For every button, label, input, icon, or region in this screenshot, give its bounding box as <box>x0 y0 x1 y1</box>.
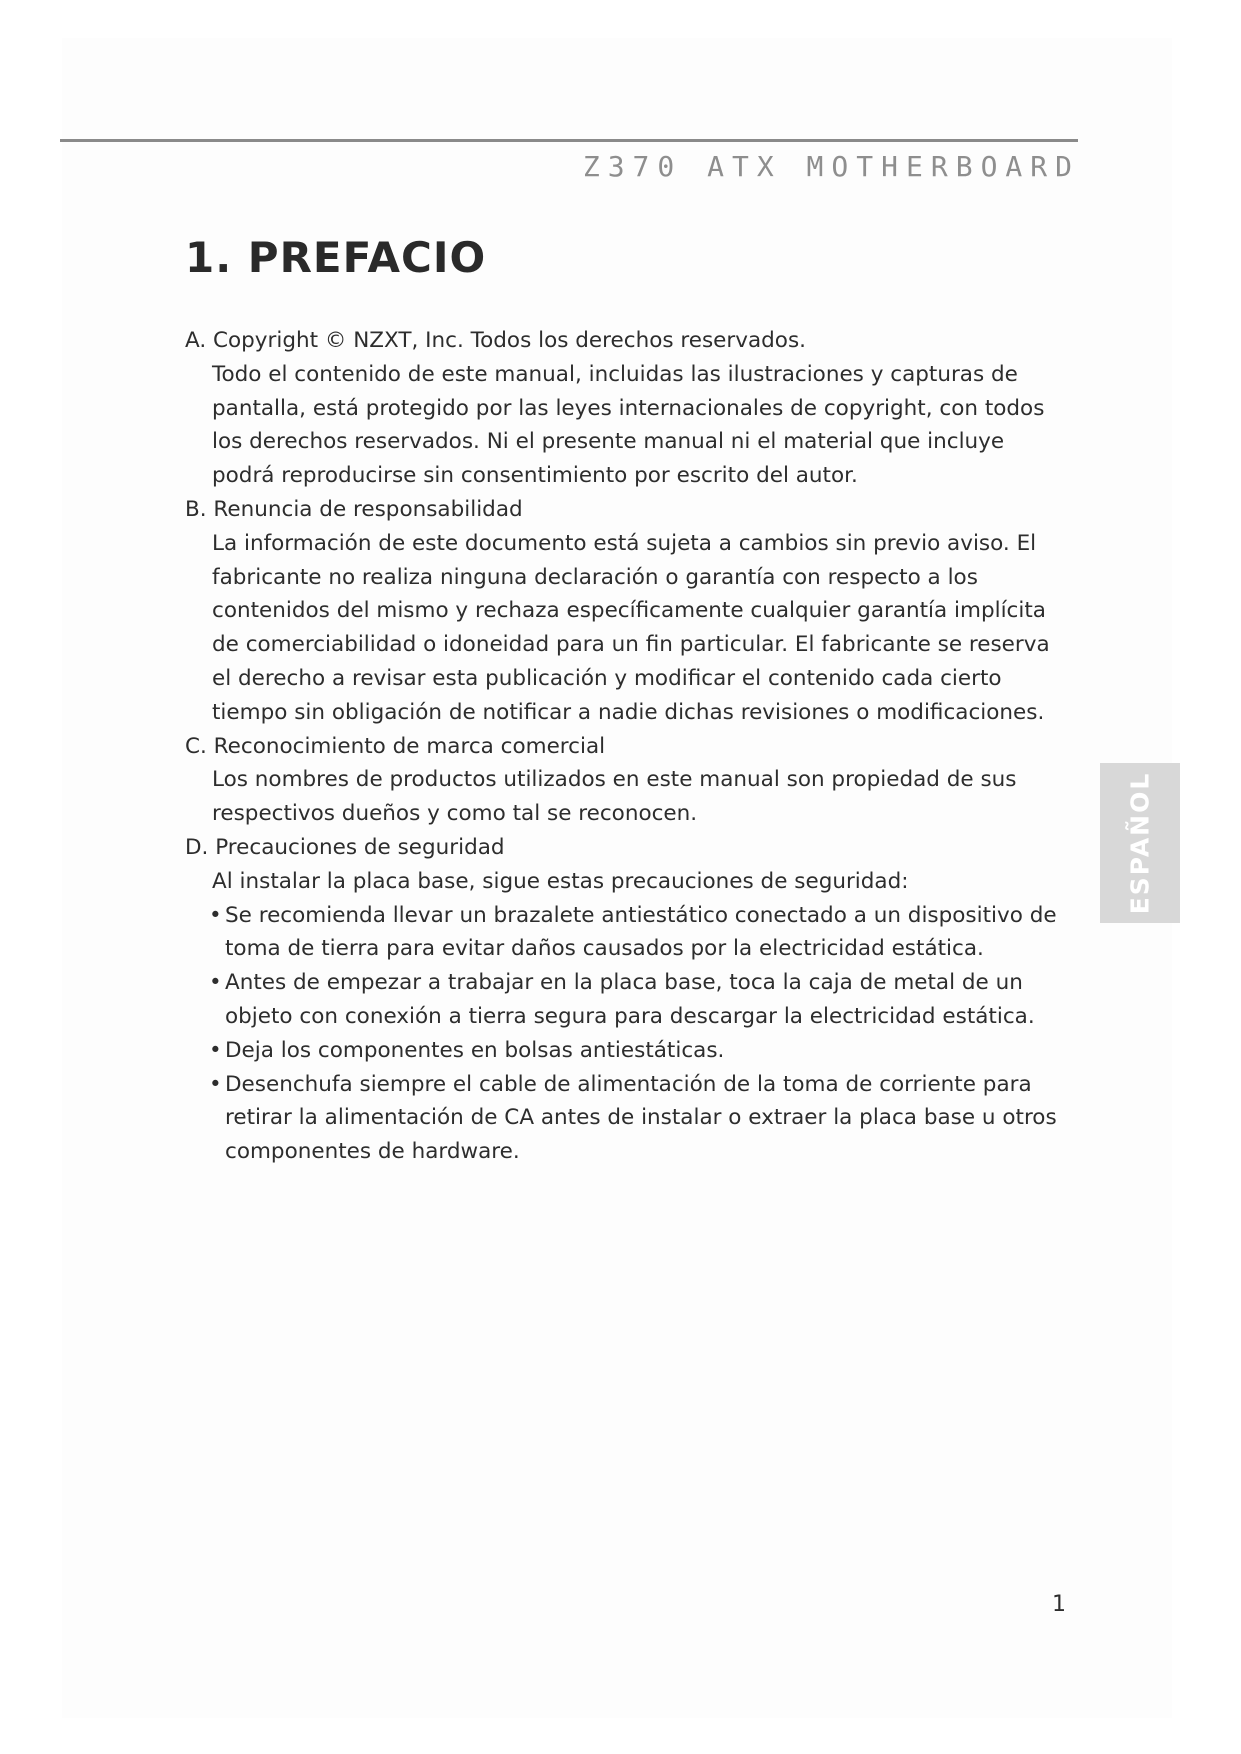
list-item <box>209 899 1065 967</box>
list-item-text: Se recomienda llevar un brazalete antiestático conectado a un dispositivo de toma de tierra para evitar daños causados por la electricidad estática. <box>225 902 1057 962</box>
list-item-text: Desenchufa siempre el cable de alimentación de la toma de corriente para retirar la alimentación de CA antes de instalar o extraer la placa base u otros componentes de hardware. <box>225 1071 1057 1165</box>
page-number: 1 <box>1052 1592 1066 1617</box>
page-title: 1. PREFACIO <box>185 233 487 282</box>
section-heading: B. Renuncia de responsabilidad <box>185 496 523 522</box>
section-heading: C. Reconocimiento de marca comercial <box>185 733 606 759</box>
language-tab-label: ESPAÑOL <box>1125 771 1155 915</box>
section-body: La información de este documento está sujeta a cambios sin previo aviso. El fabricante no realiza ninguna declaración o garantía con respecto a los contenidos del mismo y rechaza específicamente cualquier garantía implícita de comerciabilidad o idoneidad para un fin particular. El fabricante se reserva el derecho a revisar esta publicación y modificar el contenido cada cierto tiempo sin obligación de notificar a nadie dichas revisiones o modificaciones. <box>212 530 1050 725</box>
bullet-icon: • <box>209 1037 222 1063</box>
list-item-text: Antes de empezar a trabajar en la placa base, toca la caja de metal de un objeto con conexión a tierra segura para descargar la electricidad estática. <box>225 970 1035 1029</box>
section-body: Los nombres de productos utilizados en este manual son propiedad de sus respectivos dueños y como tal se reconocen. <box>212 767 1017 827</box>
list-item <box>209 966 1065 1034</box>
bullet-icon: • <box>209 902 222 928</box>
bullet-icon: • <box>209 970 222 996</box>
section-heading: D. Precauciones de seguridad <box>185 834 505 860</box>
bullet-icon: • <box>209 1071 222 1097</box>
list-item <box>209 1068 1065 1169</box>
product-title: Z370 ATX MOTHERBOARD <box>582 150 1080 183</box>
list-item <box>209 1034 1065 1068</box>
header-rule <box>60 139 1078 142</box>
list-item-text: Deja los componentes en bolsas antiestáticas. <box>225 1037 725 1063</box>
section-copyright <box>185 324 1065 493</box>
section-body: Al instalar la placa base, sigue estas precauciones de seguridad: <box>212 868 909 894</box>
section-safety <box>185 831 1065 1169</box>
section-body: Todo el contenido de este manual, incluidas las ilustraciones y capturas de pantalla, está protegido por las leyes internacionales de copyright, con todos los derechos reservados. Ni el presente manual ni el material que incluye podrá reproducirse sin consentimiento por escrito del autor. <box>212 361 1045 489</box>
section-trademark <box>185 730 1065 831</box>
section-heading: A. Copyright © NZXT, Inc. Todos los derechos reservados. <box>185 328 806 353</box>
preface-content <box>185 324 1065 1169</box>
section-disclaimer <box>185 493 1065 730</box>
safety-bullet-list <box>185 899 1065 1169</box>
language-tab <box>1100 763 1180 923</box>
